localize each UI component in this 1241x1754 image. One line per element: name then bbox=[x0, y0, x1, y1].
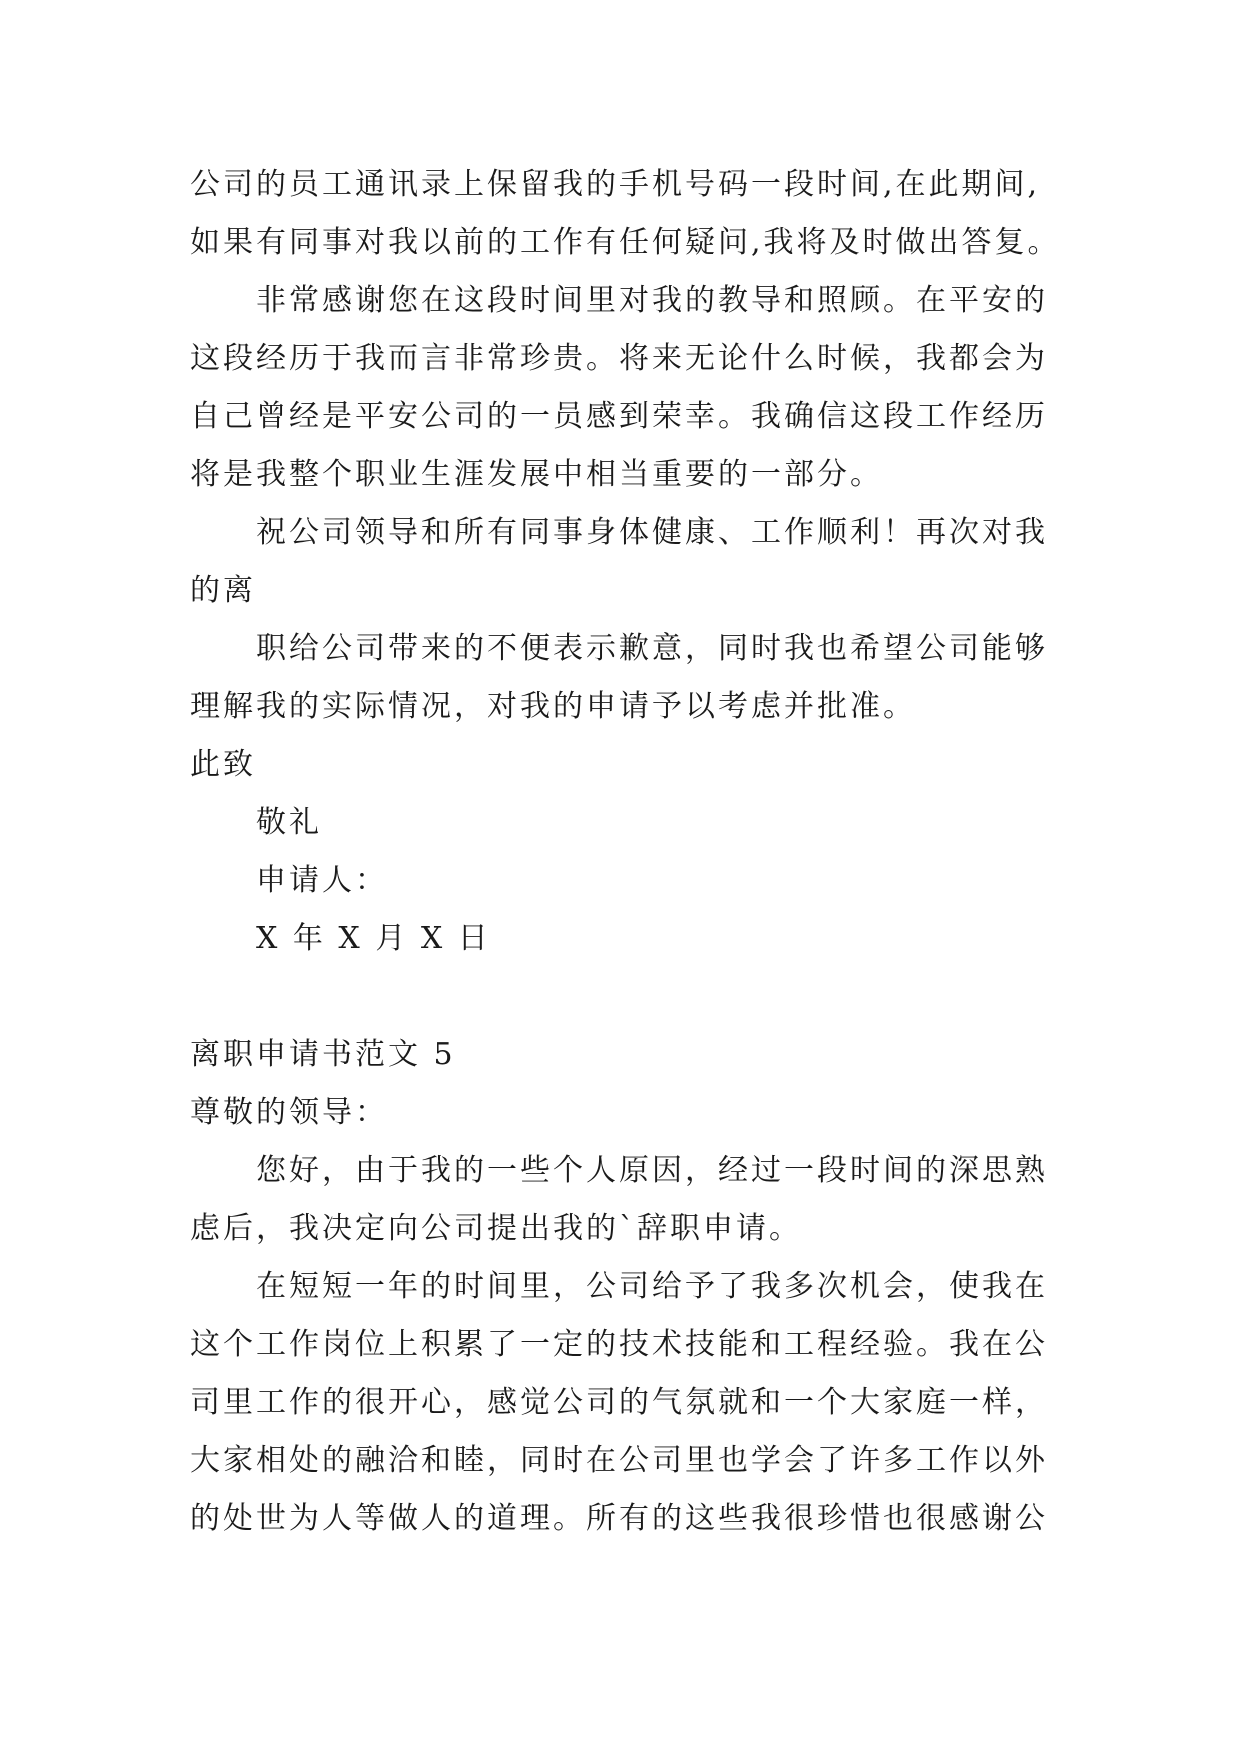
paragraph-line: 非常感谢您在这段时间里对我的教导和照顾。在平安的 bbox=[256, 283, 1048, 318]
closing-salutation: 此致 bbox=[190, 747, 256, 782]
date-line: X 年 X 月 X 日 bbox=[256, 921, 491, 956]
paragraph-line: 这段经历于我而言非常珍贵。将来无论什么时候，我都会为 bbox=[190, 341, 1048, 376]
paragraph-line: 在短短一年的时间里，公司给予了我多次机会，使我在 bbox=[256, 1269, 1048, 1304]
paragraph-line: 的处世为人等做人的道理。所有的这些我很珍惜也很感谢公 bbox=[190, 1501, 1048, 1536]
paragraph-line: 虑后，我决定向公司提出我的`辞职申请。 bbox=[190, 1211, 802, 1246]
paragraph-line: 自己曾经是平安公司的一员感到荣幸。我确信这段工作经历 bbox=[190, 399, 1048, 434]
section-title: 离职申请书范文 5 bbox=[190, 1037, 456, 1072]
paragraph-line: 大家相处的融洽和睦，同时在公司里也学会了许多工作以外 bbox=[190, 1443, 1048, 1478]
paragraph-line: 将是我整个职业生涯发展中相当重要的一部分。 bbox=[190, 457, 883, 492]
paragraph-line: 公司的员工通讯录上保留我的手机号码一段时间,在此期间, bbox=[190, 167, 1041, 202]
paragraph-line: 理解我的实际情况，对我的申请予以考虑并批准。 bbox=[190, 689, 916, 724]
closing-regards: 敬礼 bbox=[256, 805, 322, 840]
paragraph-line: 这个工作岗位上积累了一定的技术技能和工程经验。我在公 bbox=[190, 1327, 1048, 1362]
paragraph-line: 祝公司领导和所有同事身体健康、工作顺利！再次对我 bbox=[256, 515, 1048, 550]
paragraph-line: 的离 bbox=[190, 573, 256, 608]
paragraph-line: 职给公司带来的不便表示歉意，同时我也希望公司能够 bbox=[256, 631, 1048, 666]
paragraph-line: 司里工作的很开心，感觉公司的气氛就和一个大家庭一样， bbox=[190, 1385, 1048, 1420]
applicant-label: 申请人： bbox=[256, 863, 388, 898]
paragraph-line: 您好，由于我的一些个人原因，经过一段时间的深思熟 bbox=[256, 1153, 1048, 1188]
greeting: 尊敬的领导： bbox=[190, 1095, 388, 1130]
paragraph-line: 如果有同事对我以前的工作有任何疑问,我将及时做出答复。 bbox=[190, 225, 1061, 260]
